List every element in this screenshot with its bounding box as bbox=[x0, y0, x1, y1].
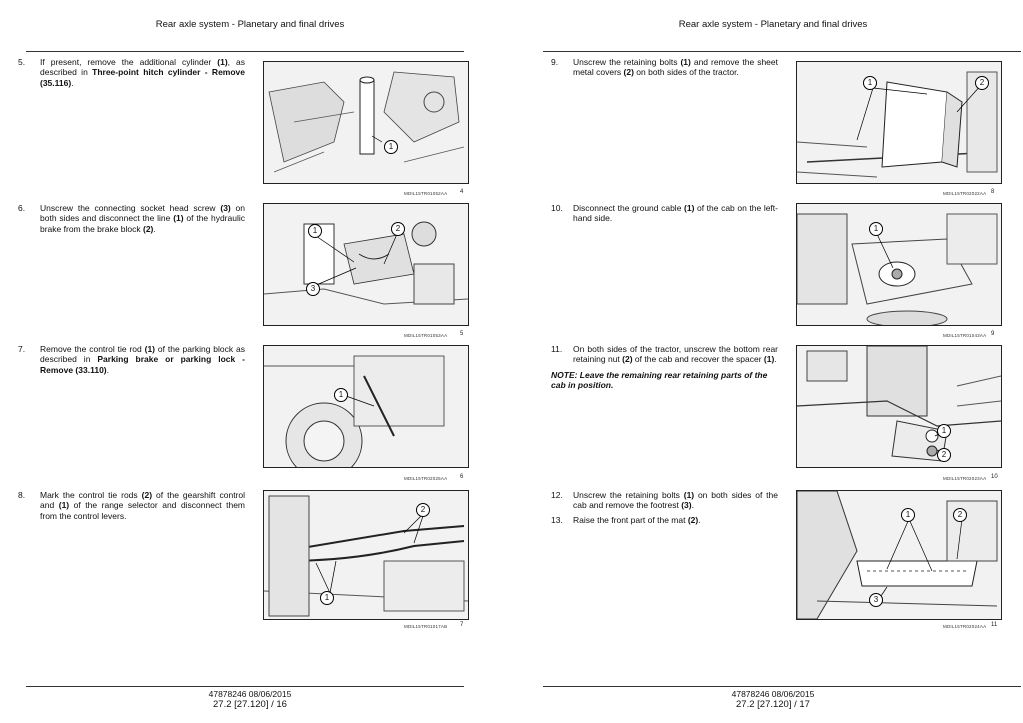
page-header: Rear axle system - Planetary and final drives bbox=[155, 19, 345, 30]
figure-4 bbox=[263, 61, 469, 184]
step-text: Unscrew the retaining bolts bbox=[573, 57, 681, 67]
step-text: of the parking block as described in bbox=[40, 344, 245, 365]
callout-marker: 1 bbox=[869, 222, 883, 236]
footer-page-number: 27.2 [27.120] / 17 bbox=[736, 699, 810, 710]
figure-number: 5 bbox=[460, 331, 464, 337]
figure-number: 11 bbox=[991, 622, 998, 628]
figure-caption: MDIL15TR01053AA bbox=[404, 333, 448, 338]
figure-caption: MDIL15TR02023AA bbox=[943, 476, 987, 481]
footer-document-id: 47878246 08/06/2015 bbox=[731, 689, 815, 699]
figure-7 bbox=[263, 490, 469, 620]
step-6 bbox=[18, 203, 245, 234]
page-footer bbox=[0, 689, 500, 711]
figure-8 bbox=[796, 61, 1002, 184]
figure-6 bbox=[263, 345, 469, 468]
figure-caption: MDIL15TR01017AB bbox=[404, 624, 448, 629]
page-header: Rear axle system - Planetary and final drives bbox=[678, 19, 868, 30]
step-text: Disconnect the ground cable bbox=[573, 203, 685, 213]
callout-marker: 1 bbox=[901, 508, 915, 522]
callout-marker: 3 bbox=[306, 282, 320, 296]
step-text: If present, remove the additional cylinder bbox=[40, 57, 218, 67]
step-number: 10. bbox=[551, 203, 563, 213]
figure-number: 8 bbox=[991, 189, 995, 195]
footer-rule bbox=[26, 686, 464, 687]
step-text: Unscrew the retaining bolts bbox=[573, 490, 684, 500]
step-number: 6. bbox=[18, 203, 26, 213]
header-rule bbox=[26, 51, 464, 52]
step-text: . bbox=[153, 223, 156, 234]
callout-marker: 1 bbox=[334, 388, 348, 402]
callout-marker: 2 bbox=[953, 508, 967, 522]
step-text: . bbox=[691, 500, 694, 511]
step-number: 9. bbox=[551, 57, 559, 67]
figure-number: 6 bbox=[460, 474, 464, 480]
step-text: Raise the front part of the mat bbox=[573, 515, 688, 525]
page-footer bbox=[523, 689, 1023, 711]
left-page bbox=[0, 0, 500, 723]
figure-caption: MDIL15TR01052AA bbox=[404, 191, 448, 196]
callout-ref: (2) bbox=[687, 515, 699, 525]
footer-page-number: 27.2 [27.120] / 16 bbox=[213, 699, 287, 710]
figure-9 bbox=[796, 203, 1002, 326]
step-text: of the hydraulic brake from the brake block bbox=[40, 213, 245, 234]
callout-marker: 3 bbox=[869, 593, 883, 607]
figure-5 bbox=[263, 203, 469, 326]
step-number: 8. bbox=[18, 490, 26, 500]
step-9 bbox=[551, 57, 778, 78]
figure-number: 4 bbox=[460, 189, 464, 195]
step-number: 11. bbox=[551, 344, 563, 354]
callout-ref: (1) bbox=[684, 203, 695, 213]
callout-ref: (3) bbox=[220, 203, 231, 213]
step-text: of the cab on the left-hand side. bbox=[573, 203, 778, 224]
step-number: 5. bbox=[18, 57, 26, 67]
callout-ref: (1) bbox=[763, 354, 775, 365]
figure-number: 9 bbox=[991, 331, 995, 337]
callout-ref: (3) bbox=[681, 500, 692, 511]
right-page bbox=[523, 0, 1023, 723]
callout-marker: 2 bbox=[416, 503, 430, 517]
figure-11 bbox=[796, 490, 1002, 620]
callout-marker: 2 bbox=[391, 222, 405, 236]
header-rule bbox=[543, 51, 1021, 52]
callout-marker: 1 bbox=[384, 140, 398, 154]
step-10 bbox=[551, 203, 778, 224]
step-text: On both sides of the tractor, unscrew the bottom rear retaining nut bbox=[573, 344, 778, 365]
cross-reference-link: Three-point hitch cylinder - Remove (35.116) bbox=[40, 67, 245, 88]
cross-reference-link: Parking brake or parking lock - Remove (33.110) bbox=[40, 354, 245, 375]
callout-marker: 1 bbox=[308, 224, 322, 238]
callout-ref: (1) bbox=[58, 500, 70, 511]
step-12 bbox=[551, 490, 778, 511]
step-text: of the cab and recover the spacer bbox=[632, 354, 764, 365]
figure-caption: MDIL15TR02024AA bbox=[943, 624, 987, 629]
callout-ref: (2) bbox=[141, 490, 153, 500]
step-text: Unscrew the connecting socket head screw bbox=[40, 203, 221, 213]
step-text: . bbox=[71, 77, 74, 88]
step-11 bbox=[551, 344, 778, 365]
figure-number: 10 bbox=[991, 474, 998, 480]
figure-caption: MDIL15TR02025AA bbox=[404, 476, 448, 481]
figure-10 bbox=[796, 345, 1002, 468]
figure-caption: MDIL15TR02022AA bbox=[943, 191, 987, 196]
callout-ref: (2) bbox=[623, 67, 634, 78]
step-number: 13. bbox=[551, 515, 563, 525]
callout-ref: (1) bbox=[680, 57, 691, 67]
step-text: of the range selector and disconnect them from the control levers. bbox=[40, 500, 246, 521]
figure-number: 7 bbox=[460, 622, 464, 628]
callout-ref: (1) bbox=[173, 213, 184, 224]
step-text: . bbox=[106, 364, 109, 375]
step-text: on both sides of the tractor. bbox=[633, 67, 739, 78]
step-text: of the gearshift control and bbox=[40, 490, 245, 511]
step-text: , as described in bbox=[40, 57, 245, 78]
step-number: 7. bbox=[18, 344, 26, 354]
callout-ref: (2) bbox=[622, 354, 633, 365]
callout-ref: (1) bbox=[217, 57, 228, 67]
step-text: Mark the control tie rods bbox=[40, 490, 142, 500]
step-7 bbox=[18, 344, 245, 375]
callout-marker: 1 bbox=[937, 424, 951, 438]
step-text: Remove the control tie rod bbox=[40, 344, 145, 354]
callout-marker: 1 bbox=[863, 76, 877, 90]
step-text: on both sides and disconnect the line bbox=[40, 203, 245, 224]
callout-marker: 2 bbox=[975, 76, 989, 90]
footer-rule bbox=[543, 686, 1021, 687]
note-text: NOTE: Leave the remaining rear retaining parts of the cab in position. bbox=[551, 370, 768, 391]
step-text: . bbox=[774, 354, 777, 365]
step-text: and remove the sheet metal covers bbox=[573, 57, 778, 78]
step-number: 12. bbox=[551, 490, 563, 500]
callout-marker: 1 bbox=[320, 591, 334, 605]
callout-ref: (1) bbox=[683, 490, 695, 500]
step-text: on both sides of the cab and remove the footrest bbox=[573, 490, 778, 511]
callout-marker: 2 bbox=[937, 448, 951, 462]
step-5 bbox=[18, 57, 245, 88]
step-text: . bbox=[698, 515, 701, 525]
callout-ref: (1) bbox=[144, 344, 156, 354]
callout-ref: (2) bbox=[143, 223, 154, 234]
figure-caption: MDIL15TR01043AA bbox=[943, 333, 987, 338]
footer-document-id: 47878246 08/06/2015 bbox=[208, 689, 292, 699]
step-8 bbox=[18, 490, 246, 521]
step-13 bbox=[551, 515, 778, 525]
